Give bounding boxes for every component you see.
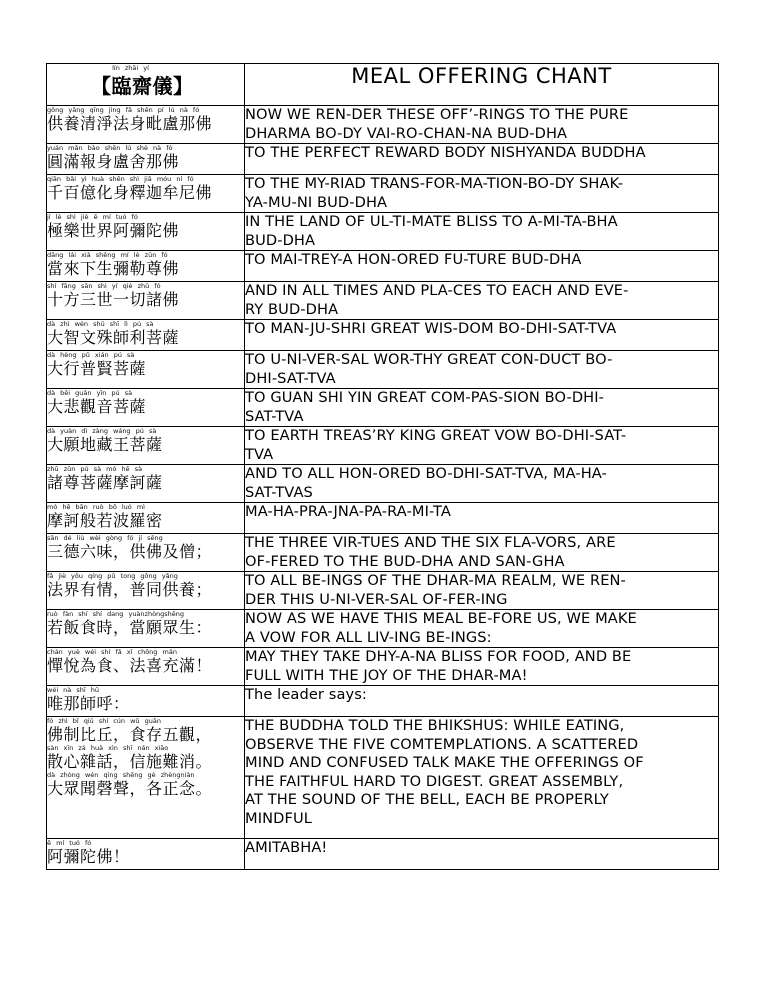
chant-row (47, 427, 719, 465)
pinyin-line: mó hē bān ruò bō luó mì (47, 503, 145, 511)
pinyin-line: chán yuè wéi shí fǎ xǐ chōng mǎn (47, 648, 177, 656)
english-cell (245, 839, 719, 870)
title-en-cell (245, 64, 719, 106)
chant-row (47, 144, 719, 175)
chant-row (47, 251, 719, 282)
english-cell (245, 534, 719, 572)
title-zh: 【臨齋儀】 (91, 74, 194, 98)
english-line: OF-FERED TO THE BUD-DHA AND SAN-GHA (245, 552, 565, 570)
english-line: RY BUD-DHA (245, 300, 339, 318)
english-line: TO GUAN SHI YIN GREAT COM-PAS-SION BO-DHI- (245, 389, 605, 406)
chinese-line: 摩訶般若波羅密 (47, 511, 163, 530)
english-cell (245, 686, 719, 717)
chinese-line: 諸尊菩薩摩訶薩 (47, 473, 163, 492)
chinese-cell (47, 175, 245, 213)
english-line: FULL WITH THE JOY OF THE DHAR-MA! (245, 666, 528, 684)
chinese-cell (47, 213, 245, 251)
chinese-cell (47, 106, 245, 144)
chinese-line: 大智文殊師利菩薩 (47, 328, 180, 347)
chinese-line: 十方三世一切諸佛 (47, 290, 180, 309)
header-row (47, 64, 719, 106)
pinyin-line: qiān bǎi yì huà shēn shì jiā móu ní fó (47, 175, 194, 183)
title-zh-cell (47, 64, 245, 106)
english-line: MA-HA-PRA-JNA-PA-RA-MI-TA (245, 503, 452, 520)
english-cell (245, 465, 719, 503)
chinese-cell (47, 427, 245, 465)
english-line: DHI-SAT-TVA (245, 369, 336, 387)
chant-row (47, 648, 719, 686)
chant-row (47, 465, 719, 503)
chant-table (46, 63, 719, 870)
english-line: A VOW FOR ALL LIV-ING BE-INGS: (245, 628, 492, 646)
chant-row (47, 534, 719, 572)
english-cell (245, 389, 719, 427)
chant-row (47, 686, 719, 717)
pinyin-line: ē mí tuó fó (47, 839, 92, 847)
pinyin-line: fǎ jiè yǒu qíng pǔ tong gōng yǎng (47, 572, 178, 580)
english-line: NOW WE REN-DER THESE OFF’-RINGS TO THE PURE (245, 106, 629, 123)
chinese-line: 極樂世界阿彌陀佛 (47, 221, 180, 240)
chinese-cell (47, 144, 245, 175)
chinese-line: 散心雜話，信施難消。 (47, 752, 213, 771)
chinese-line: 若飯食時，當願眾生： (47, 618, 213, 637)
pinyin-line: shí fāng sān shì yí qiè zhū fó (47, 282, 161, 290)
english-line: THE THREE VIR-TUES AND THE SIX FLA-VORS, ARE (245, 534, 616, 551)
english-line: SAT-TVA (245, 407, 304, 425)
chinese-cell (47, 610, 245, 648)
chinese-cell (47, 282, 245, 320)
english-line: TO ALL BE-INGS OF THE DHAR-MA REALM, WE REN- (245, 572, 626, 589)
pinyin-line: dà hèng pǔ xián pú sà (47, 351, 135, 359)
chant-row (47, 213, 719, 251)
chinese-line: 大願地藏王菩薩 (47, 435, 163, 454)
english-cell (245, 175, 719, 213)
pinyin-line: dà zhòng wén qìng shēng gè zhèngniàn (47, 771, 195, 779)
chinese-line: 阿彌陀佛！ (47, 847, 130, 866)
english-cell (245, 572, 719, 610)
pinyin-line: gōng yǎng qīng jìng fǎ shēn pí lú nà fó (47, 106, 200, 114)
english-line: TO U-NI-VER-SAL WOR-THY GREAT CON-DUCT BO- (245, 351, 613, 368)
pinyin-line: wéi nà shī hū (47, 686, 99, 694)
english-cell (245, 717, 719, 839)
chant-row (47, 282, 719, 320)
chinese-line: 供養清淨法身毗盧那佛 (47, 114, 213, 133)
english-line: AND IN ALL TIMES AND PLA-CES TO EACH AND EVE- (245, 282, 629, 299)
chant-row (47, 389, 719, 427)
english-line: YA-MU-NI BUD-DHA (245, 193, 388, 211)
chinese-cell (47, 839, 245, 870)
chinese-cell (47, 465, 245, 503)
english-line: TO THE PERFECT REWARD BODY NISHYANDA BUDDHA (245, 144, 646, 161)
chinese-line: 法界有情，普同供養； (47, 580, 213, 599)
english-line: TVA (245, 445, 274, 463)
english-cell (245, 610, 719, 648)
english-cell (245, 282, 719, 320)
english-line: TO MAN-JU-SHRI GREAT WIS-DOM BO-DHI-SAT-TVA (245, 320, 617, 337)
english-line: TO MAI-TREY-A HON-ORED FU-TURE BUD-DHA (245, 251, 582, 268)
english-cell (245, 320, 719, 351)
pinyin-line: dà zhì wén shū shī lì pú sà (47, 320, 154, 328)
english-cell (245, 503, 719, 534)
english-line: The leader says: (245, 686, 367, 703)
english-line: BUD-DHA (245, 231, 316, 249)
chinese-cell (47, 389, 245, 427)
english-line: TO THE MY-RIAD TRANS-FOR-MA-TION-BO-DY SHAK- (245, 175, 624, 192)
english-line: MAY THEY TAKE DHY-A-NA BLISS FOR FOOD, AND BE (245, 648, 632, 665)
chinese-line: 大眾聞磬聲，各正念。 (47, 779, 213, 798)
english-line: OBSERVE THE FIVE COMTEMPLATIONS. A SCATTERED (245, 735, 639, 753)
chinese-line: 唯那師呼： (47, 694, 130, 713)
english-cell (245, 351, 719, 389)
pinyin-line: fó zhì bǐ qiū shí cún wǔ guān (47, 717, 161, 725)
english-cell (245, 106, 719, 144)
chant-row (47, 175, 719, 213)
english-line: SAT-TVAS (245, 483, 313, 501)
chinese-line: 當來下生彌勒尊佛 (47, 259, 180, 278)
english-line: AT THE SOUND OF THE BELL, EACH BE PROPERLY (245, 791, 609, 808)
chinese-line: 大悲觀音菩薩 (47, 397, 147, 416)
chant-row (47, 572, 719, 610)
chinese-cell (47, 251, 245, 282)
chinese-cell (47, 534, 245, 572)
english-line: TO EARTH TREAS’RY KING GREAT VOW BO-DHI-SAT- (245, 427, 627, 444)
english-cell (245, 213, 719, 251)
chant-row (47, 717, 719, 839)
pinyin-line: zhū zūn pú sà mó hē sà (47, 465, 143, 473)
chinese-line: 大行普賢菩薩 (47, 359, 147, 378)
chinese-cell (47, 320, 245, 351)
chinese-line: 三德六味，供佛及僧； (47, 542, 213, 561)
pinyin-line: jí lè shì jiè ē mí tuó fó (47, 213, 138, 221)
chinese-cell (47, 351, 245, 389)
chant-row (47, 320, 719, 351)
chinese-line: 千百億化身釋迦牟尼佛 (47, 183, 213, 202)
chant-row (47, 839, 719, 870)
pinyin-line: yuán mǎn bào shēn lú shè nà fó (47, 144, 173, 152)
chinese-line: 憚悅為食、法喜充滿！ (47, 656, 213, 675)
english-line: DER THIS U-NI-VER-SAL OF-FER-ING (245, 590, 508, 608)
chant-row (47, 351, 719, 389)
chinese-cell (47, 648, 245, 686)
english-line: DHARMA BO-DY VAI-RO-CHAN-NA BUD-DHA (245, 124, 568, 142)
english-line: THE BUDDHA TOLD THE BHIKSHUS: WHILE EATING, (245, 717, 625, 734)
chinese-cell (47, 572, 245, 610)
chant-row (47, 106, 719, 144)
title-en: MEAL OFFERING CHANT (351, 64, 612, 88)
pinyin-line: dà yuàn dì zàng wáng pú sà (47, 427, 157, 435)
chant-row (47, 503, 719, 534)
english-cell (245, 144, 719, 175)
chinese-cell (47, 503, 245, 534)
pinyin-line: sàn xīn zá huà xìn shī nán xiāo (47, 744, 169, 752)
english-line: AND TO ALL HON-ORED BO-DHI-SAT-TVA, MA-HA- (245, 465, 607, 482)
english-line: NOW AS WE HAVE THIS MEAL BE-FORE US, WE MAKE (245, 610, 637, 627)
pinyin-line: dà bēi guān yīn pú sà (47, 389, 133, 397)
english-cell (245, 251, 719, 282)
english-line: IN THE LAND OF UL-TI-MATE BLISS TO A-MI-TA-BHA (245, 213, 618, 230)
english-line: AMITABHA! (245, 839, 328, 856)
chinese-cell (47, 717, 245, 839)
chinese-line: 圓滿報身盧舍那佛 (47, 152, 180, 171)
chinese-cell (47, 686, 245, 717)
title-pinyin: lín zhāi yí (112, 64, 149, 72)
chant-row (47, 610, 719, 648)
english-cell (245, 427, 719, 465)
pinyin-line: dāng lái xià shēng mí lè zūn fó (47, 251, 168, 259)
chinese-line: 佛制比丘，食存五觀， (47, 725, 213, 744)
pinyin-line: sān dé liù wèi gòng fó jí sēng (47, 534, 163, 542)
pinyin-line: ruò fàn shí shí dang yuànzhòngshēng (47, 610, 185, 618)
english-line: MINDFUL (245, 809, 312, 827)
english-line: MIND AND CONFUSED TALK MAKE THE OFFERINGS OF (245, 754, 644, 771)
english-line: THE FAITHFUL HARD TO DIGEST. GREAT ASSEMBLY, (245, 772, 624, 790)
english-cell (245, 648, 719, 686)
